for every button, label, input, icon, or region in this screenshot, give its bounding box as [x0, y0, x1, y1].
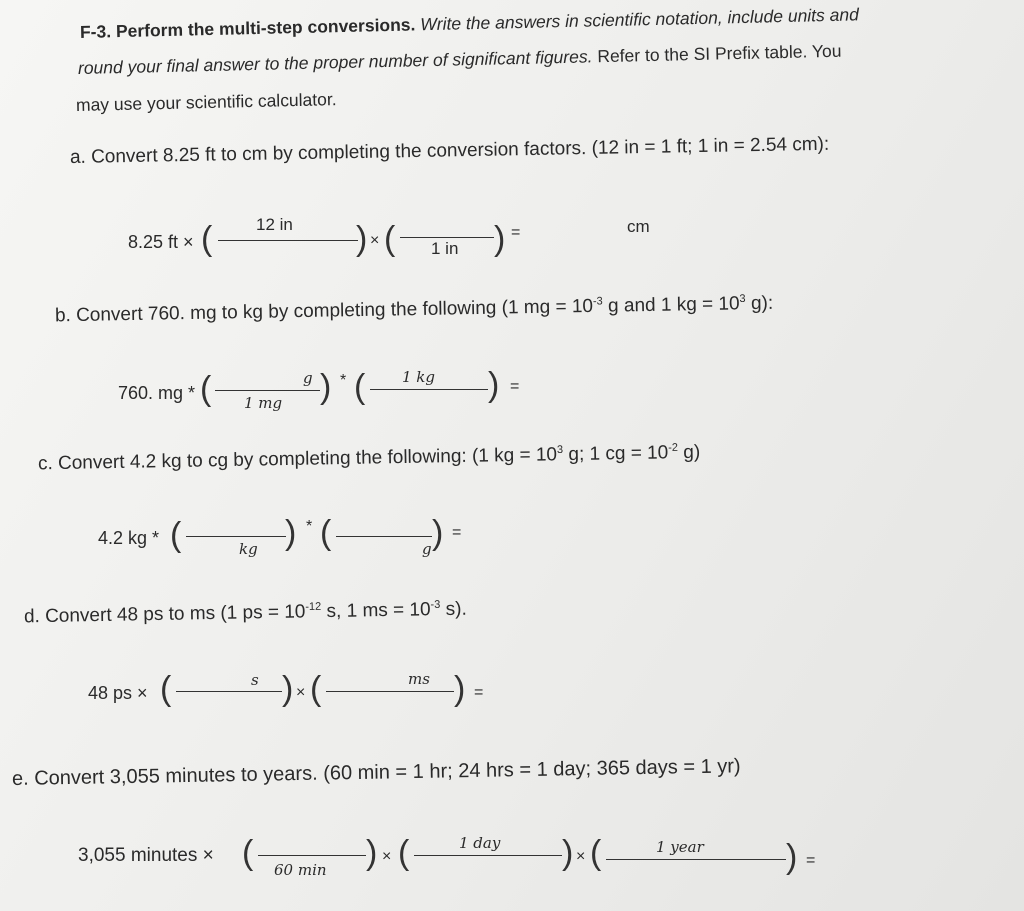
c-prompt-text-1: c. Convert 4.2 kg to cg by completing the following: (1 kg = 10 [37, 444, 558, 475]
b-numerator-1: g [303, 369, 313, 387]
instructions-text-1: Write the answers in scientific notation, include units and [415, 4, 860, 35]
b-start-value: 760. mg * [118, 383, 196, 403]
d-equals: = [474, 684, 484, 701]
b-equals: = [510, 378, 520, 395]
e-open-paren-2: ( [398, 834, 410, 872]
b-open-paren-1: ( [200, 370, 212, 408]
e-close-paren-1: ) [366, 834, 378, 872]
c-close-paren-1: ) [285, 514, 297, 552]
instructions-line-3: may use your scientific calculator. [75, 89, 337, 115]
b-open-paren-2: ( [354, 368, 366, 406]
question-a-prompt: a. Convert 8.25 ft to cm by completing the conversion factors. (12 in = 1 ft; 1 in = 2.54 cm): [69, 133, 830, 168]
c-prompt-text-2: g; 1 cg = 10 [562, 442, 669, 466]
d-close-paren-2: ) [454, 670, 466, 708]
d-open-paren-1: ( [160, 670, 172, 708]
b-exponent-2: 3 [739, 292, 746, 306]
question-d-prompt [24, 598, 467, 628]
problem-title: F-3. Perform the multi-step conversions. [79, 14, 416, 42]
d-times-1: × [296, 684, 306, 701]
b-fraction-bar-1 [215, 390, 320, 391]
c-exponent-1: 3 [556, 443, 564, 456]
d-open-paren-2: ( [310, 670, 322, 708]
d-fraction-bar-1 [176, 691, 282, 692]
b-fraction-bar-2 [370, 389, 488, 390]
a-close-paren-1: ) [356, 220, 368, 258]
d-exponent-1: -12 [305, 600, 322, 614]
instructions-text-2: round your final answer to the proper number of significant figures. [77, 46, 593, 78]
question-b-prompt [55, 292, 774, 327]
b-denominator-1: 1 mg [244, 394, 283, 412]
a-answer-unit: cm [627, 217, 650, 236]
c-denominator-1: kg [239, 540, 258, 558]
a-fraction-bar-1 [218, 240, 358, 241]
instructions-line-1 [80, 4, 859, 43]
b-close-paren-1: ) [320, 368, 332, 406]
b-exponent-1: -3 [592, 295, 603, 308]
instructions-text-3: Refer to the SI Prefix table. You [592, 40, 842, 67]
e-denominator-1: 60 min [274, 861, 327, 879]
d-close-paren-1: ) [282, 670, 294, 708]
c-start-value: 4.2 kg * [98, 528, 160, 548]
c-exponent-2: -2 [668, 441, 679, 454]
e-close-paren-3: ) [786, 838, 798, 876]
e-fraction-bar-3 [606, 859, 786, 860]
e-equals: = [806, 852, 816, 869]
instructions-line-2 [78, 41, 842, 79]
c-fraction-bar-1 [186, 536, 286, 537]
b-close-paren-2: ) [488, 366, 500, 404]
a-start-value: 8.25 ft × [128, 232, 194, 252]
e-close-paren-2: ) [562, 834, 574, 872]
b-prompt-text-2: g and 1 kg = 10 [602, 293, 740, 317]
c-times-1: * [306, 518, 313, 535]
d-start-value: 48 ps × [88, 683, 148, 703]
d-numerator-1: s [251, 671, 259, 689]
e-start-value: 3,055 minutes × [78, 845, 214, 866]
c-fraction-bar-2 [336, 536, 432, 537]
d-exponent-2: -3 [430, 598, 441, 611]
b-times-1: * [340, 372, 347, 389]
question-c-prompt [38, 441, 701, 475]
b-numerator-2: 1 kg [402, 368, 436, 386]
a-open-paren-1: ( [201, 220, 213, 258]
a-open-paren-2: ( [384, 220, 396, 258]
e-open-paren-1: ( [242, 834, 254, 872]
a-close-paren-2: ) [494, 220, 506, 258]
a-times-1[interactable]: × [370, 232, 380, 249]
c-close-paren-2: ) [432, 514, 444, 552]
d-numerator-2: ms [408, 670, 430, 688]
e-numerator-3: 1 year [656, 838, 704, 856]
d-prompt-text-2: s, 1 ms = 10 [321, 599, 431, 623]
d-fraction-bar-2 [326, 691, 454, 692]
c-denominator-2: g [422, 540, 432, 558]
c-open-paren-2: ( [320, 514, 332, 552]
c-open-paren-1: ( [170, 516, 182, 554]
c-equals: = [452, 524, 462, 541]
a-denominator-2: 1 in [431, 239, 459, 258]
e-times-2: × [576, 848, 586, 865]
a-numerator-1: 12 in [256, 215, 293, 234]
e-fraction-bar-2 [414, 855, 562, 856]
a-fraction-bar-2 [400, 237, 494, 238]
e-numerator-2: 1 day [459, 834, 501, 852]
c-prompt-text-3: g) [677, 441, 701, 464]
e-times-1: × [382, 848, 392, 865]
a-equals: = [511, 224, 521, 241]
d-prompt-text-3: s). [440, 598, 467, 621]
b-prompt-text-1: b. Convert 760. mg to kg by completing the following (1 mg = 10 [54, 295, 594, 327]
b-prompt-text-3: g): [745, 292, 774, 315]
question-e-prompt: e. Convert 3,055 minutes to years. (60 min = 1 hr; 24 hrs = 1 day; 365 days = 1 yr) [11, 755, 741, 790]
d-prompt-text-1: d. Convert 48 ps to ms (1 ps = 10 [23, 601, 306, 628]
e-fraction-bar-1 [258, 855, 366, 856]
e-open-paren-3: ( [590, 834, 602, 872]
